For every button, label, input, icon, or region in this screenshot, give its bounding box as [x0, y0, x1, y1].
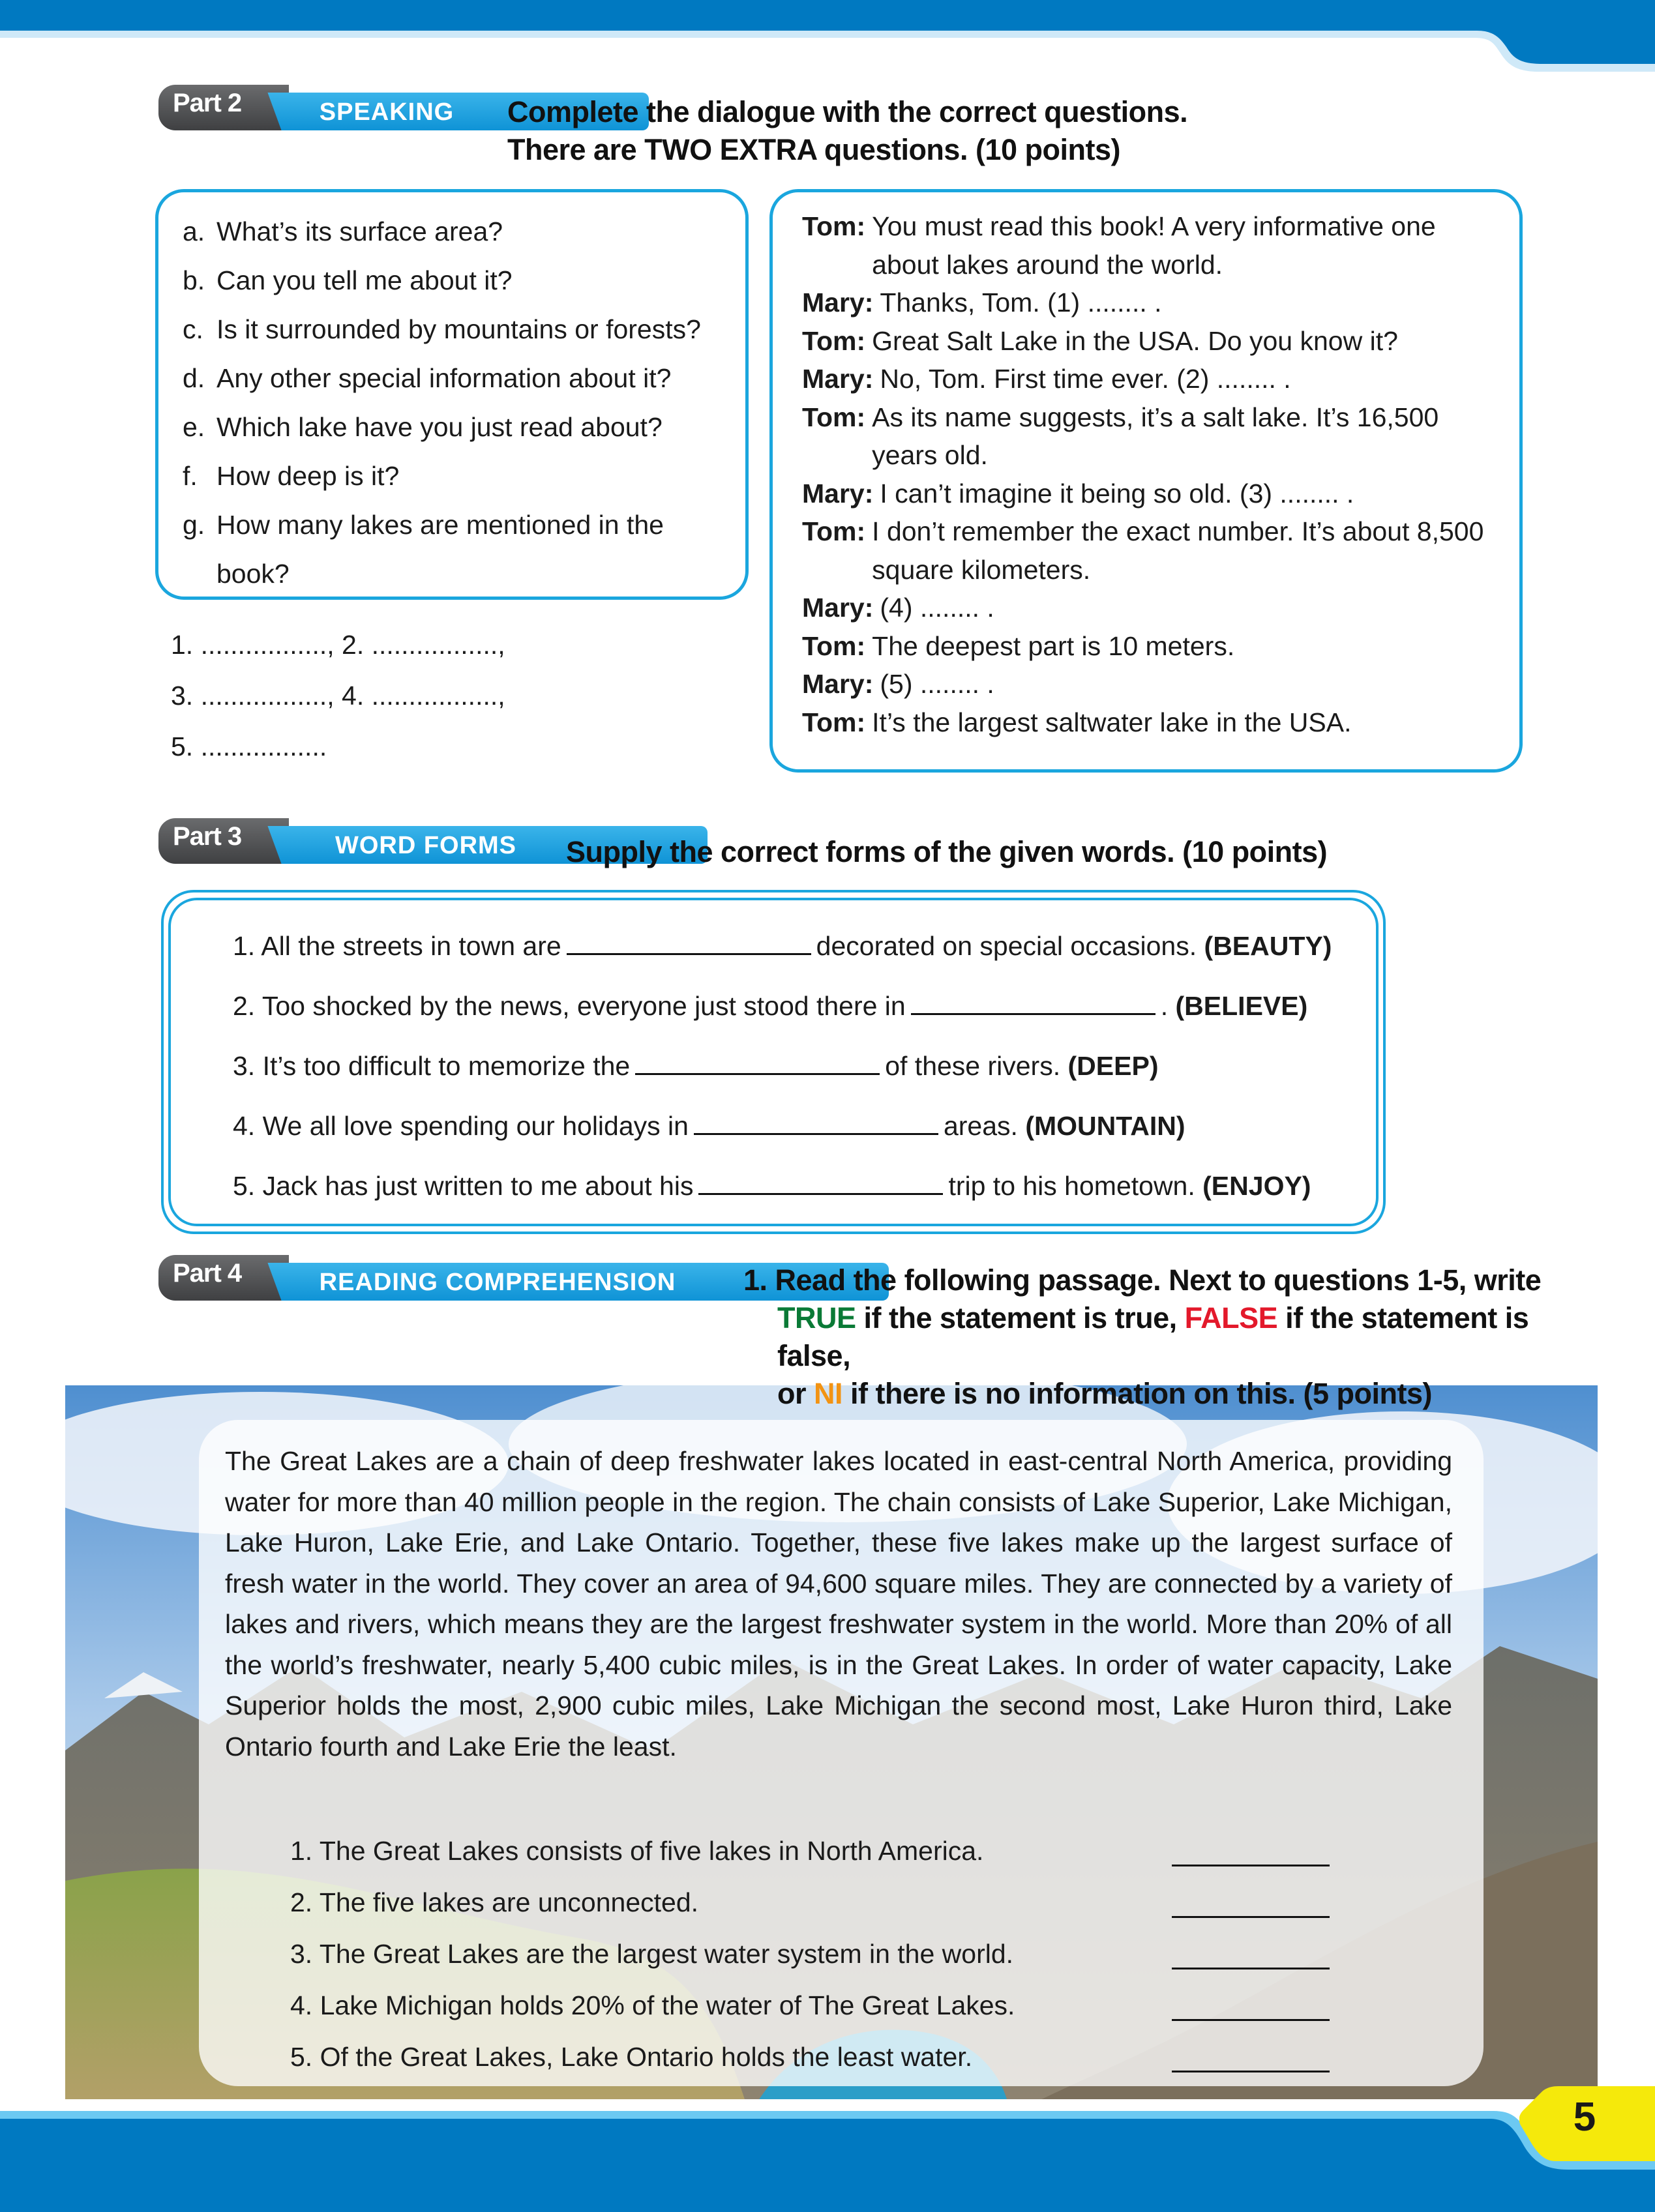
dialogue-text: (4) ........ .	[880, 593, 994, 623]
answer-blank[interactable]	[1172, 1865, 1330, 1866]
dialogue-line	[802, 512, 1493, 589]
question-text: How deep is it?	[216, 461, 400, 491]
question-item	[183, 256, 730, 305]
sentence-end: decorated on special occasions.	[816, 931, 1197, 961]
part4-instruction-line2	[743, 1299, 1591, 1375]
speaker-name: Tom:	[802, 516, 866, 546]
word-form-item	[233, 1096, 1332, 1156]
dialogue	[802, 207, 1493, 741]
dialogue-text: I can’t imagine it being so old. (3) ........ .	[880, 478, 1354, 509]
dialogue-text: (5) ........ .	[880, 669, 994, 699]
part3-section: WORD FORMS	[335, 832, 517, 859]
part2-instruction-line2: There are TWO EXTRA questions. (10 points)	[507, 133, 1120, 166]
dialogue-text: No, Tom. First time ever. (2) ........ .	[880, 364, 1291, 394]
question-text: How many lakes are mentioned in the book?	[216, 510, 664, 589]
answer-blank[interactable]	[635, 1051, 880, 1075]
part3-instruction: Supply the correct forms of the given words. (10 points)	[566, 835, 1328, 868]
instruction-text: if the statement is false,	[777, 1301, 1529, 1372]
dialogue-line	[802, 360, 1493, 398]
answer-blank[interactable]	[698, 1171, 943, 1195]
answer-blank[interactable]	[567, 931, 811, 955]
word-form-item	[233, 976, 1332, 1036]
answer-blank[interactable]	[1172, 1916, 1330, 1918]
word-form-item	[233, 916, 1332, 976]
instruction-text: if the statement is true,	[856, 1301, 1185, 1335]
statements-list	[290, 1825, 1334, 2083]
dialogue-text: I don’t remember the exact number. It’s about 8,500 square kilometers.	[872, 516, 1484, 585]
question-text: Can you tell me about it?	[216, 265, 513, 295]
sentence-start: 5. Jack has just written to me about his	[233, 1171, 694, 1201]
sentence-end: .	[1160, 991, 1169, 1021]
dialogue-line	[802, 322, 1493, 361]
false-keyword: FALSE	[1184, 1301, 1278, 1335]
part4-instruction-line3	[743, 1375, 1591, 1413]
answer-blank[interactable]	[911, 991, 1156, 1015]
instruction-text: if there is no information on this. (5 points)	[842, 1377, 1433, 1410]
dialogue-line	[802, 475, 1493, 513]
part2-section: SPEAKING	[319, 98, 455, 126]
question-item	[183, 354, 730, 403]
part2-instruction-line1: Complete the dialogue with the correct questions.	[507, 95, 1188, 128]
dialogue-line	[802, 207, 1493, 284]
answer-blank[interactable]	[1172, 2019, 1330, 2021]
dialogue-text: Great Salt Lake in the USA. Do you know it?	[872, 325, 1398, 356]
page-number: 5	[1573, 2095, 1596, 2140]
base-word: (MOUNTAIN)	[1025, 1111, 1185, 1141]
question-item	[183, 403, 730, 452]
top-header-band	[0, 0, 1655, 72]
question-key: f.	[183, 461, 198, 491]
speaker-name: Mary:	[802, 669, 874, 699]
speaker-name: Tom:	[802, 211, 866, 241]
dialogue-text: As its name suggests, it’s a salt lake. It’s 16,500 years old.	[872, 402, 1439, 470]
statement-item	[290, 1877, 1334, 1928]
question-key: e.	[183, 412, 205, 442]
base-word: (ENJOY)	[1202, 1171, 1311, 1201]
question-text: Is it surrounded by mountains or forests?	[216, 314, 701, 344]
speaker-name: Mary:	[802, 364, 874, 394]
answer-blank[interactable]	[1172, 1968, 1330, 1969]
question-item	[183, 501, 730, 598]
question-text: Which lake have you just read about?	[216, 412, 663, 442]
part2-label	[158, 85, 491, 130]
sentence-start: 3. It’s too difficult to memorize the	[233, 1051, 631, 1081]
dialogue-text: The deepest part is 10 meters.	[872, 630, 1235, 661]
sentence-end: of these rivers.	[885, 1051, 1061, 1081]
question-key: a.	[183, 216, 205, 246]
question-key: g.	[183, 510, 205, 540]
answer-line[interactable]: 5. .................	[171, 731, 327, 761]
statement-text: 2. The five lakes are unconnected.	[290, 1887, 699, 1917]
dialogue-text: It’s the largest saltwater lake in the USA.	[872, 707, 1352, 737]
speaker-name: Tom:	[802, 707, 866, 737]
answer-line[interactable]: 3. ................., 4. .................,	[171, 681, 505, 711]
dialogue-line	[802, 627, 1493, 666]
speaker-name: Tom:	[802, 402, 866, 432]
ni-keyword: NI	[814, 1377, 843, 1410]
sentence-start: 4. We all love spending our holidays in	[233, 1111, 689, 1141]
dialogue-line	[802, 703, 1493, 742]
question-text: What’s its surface area?	[216, 216, 503, 246]
question-item	[183, 207, 730, 256]
part4-instruction	[743, 1261, 1591, 1413]
dialogue-text: Thanks, Tom. (1) ........ .	[880, 288, 1162, 317]
dialogue-line	[802, 284, 1493, 322]
base-word: (BEAUTY)	[1204, 931, 1332, 961]
dialogue-line	[802, 665, 1493, 703]
base-word: (BELIEVE)	[1175, 991, 1308, 1021]
reading-passage: The Great Lakes are a chain of deep freshwater lakes located in east-central North America, providing water for more than 40 million people in the region. The chain consists of Lake Superior, Lake Michigan, Lake Huron, Lake Erie, and Lake Ontario. Together, these five lakes make up the largest surface of fresh water in the world. They cover an area of 94,600 square miles. They are connected by a variety of lakes and rivers, which means they are the largest freshwater system in the world. More than 20% of all the world’s freshwater, nearly 5,400 cubic miles, is in the Great Lakes. In order of water capacity, Lake Superior holds the most, 2,900 cubic miles, Lake Michigan the second most, Lake Huron third, Lake Ontario fourth and Lake Erie the least.	[225, 1446, 1452, 1762]
question-item	[183, 452, 730, 501]
question-key: c.	[183, 314, 203, 344]
bottom-footer-band	[0, 2099, 1655, 2212]
answer-line[interactable]: 1. ................., 2. .................,	[171, 630, 505, 660]
answer-lines	[171, 619, 505, 772]
part4-instruction-line1: 1. Read the following passage. Next to questions 1-5, write	[743, 1263, 1542, 1297]
word-forms-list	[233, 916, 1332, 1216]
answer-blank[interactable]	[1172, 2071, 1330, 2072]
dialogue-line	[802, 398, 1493, 475]
base-word: (DEEP)	[1067, 1051, 1159, 1081]
speaker-name: Tom:	[802, 630, 866, 661]
speaker-name: Mary:	[802, 288, 874, 317]
word-form-item	[233, 1036, 1332, 1096]
statement-text: 4. Lake Michigan holds 20% of the water of The Great Lakes.	[290, 1990, 1015, 2020]
question-item	[183, 305, 730, 354]
part2-tag: Part 2	[173, 89, 242, 117]
speaker-name: Mary:	[802, 478, 874, 509]
word-form-item	[233, 1156, 1332, 1216]
speaker-name: Mary:	[802, 593, 874, 623]
question-text: Any other special information about it?	[216, 363, 672, 393]
part3-label	[158, 818, 550, 864]
question-key: b.	[183, 265, 205, 295]
part4-tag: Part 4	[173, 1259, 242, 1288]
dialogue-text: You must read this book! A very informative one about lakes around the world.	[872, 211, 1436, 280]
questions-list	[183, 207, 730, 598]
statement-item	[290, 1825, 1334, 1877]
statement-item	[290, 2031, 1334, 2083]
statement-item	[290, 1980, 1334, 2031]
part4-label	[158, 1255, 732, 1301]
sentence-end: trip to his hometown.	[948, 1171, 1195, 1201]
true-keyword: TRUE	[777, 1301, 856, 1335]
dialogue-line	[802, 589, 1493, 627]
sentence-start: 1. All the streets in town are	[233, 931, 561, 961]
instruction-text: or	[777, 1377, 814, 1410]
sentence-start: 2. Too shocked by the news, everyone just stood there in	[233, 991, 906, 1021]
statement-text: 3. The Great Lakes are the largest water system in the world.	[290, 1939, 1014, 1969]
part2-instruction	[507, 93, 1187, 169]
part4-section: READING COMPREHENSION	[319, 1269, 676, 1296]
statement-text: 5. Of the Great Lakes, Lake Ontario holds the least water.	[290, 2042, 973, 2072]
question-key: d.	[183, 363, 205, 393]
part3-tag: Part 3	[173, 822, 242, 851]
answer-blank[interactable]	[694, 1111, 938, 1135]
speaker-name: Tom:	[802, 325, 866, 356]
sentence-end: areas.	[943, 1111, 1018, 1141]
statement-item	[290, 1928, 1334, 1980]
statement-text: 1. The Great Lakes consists of five lakes in North America.	[290, 1836, 984, 1866]
